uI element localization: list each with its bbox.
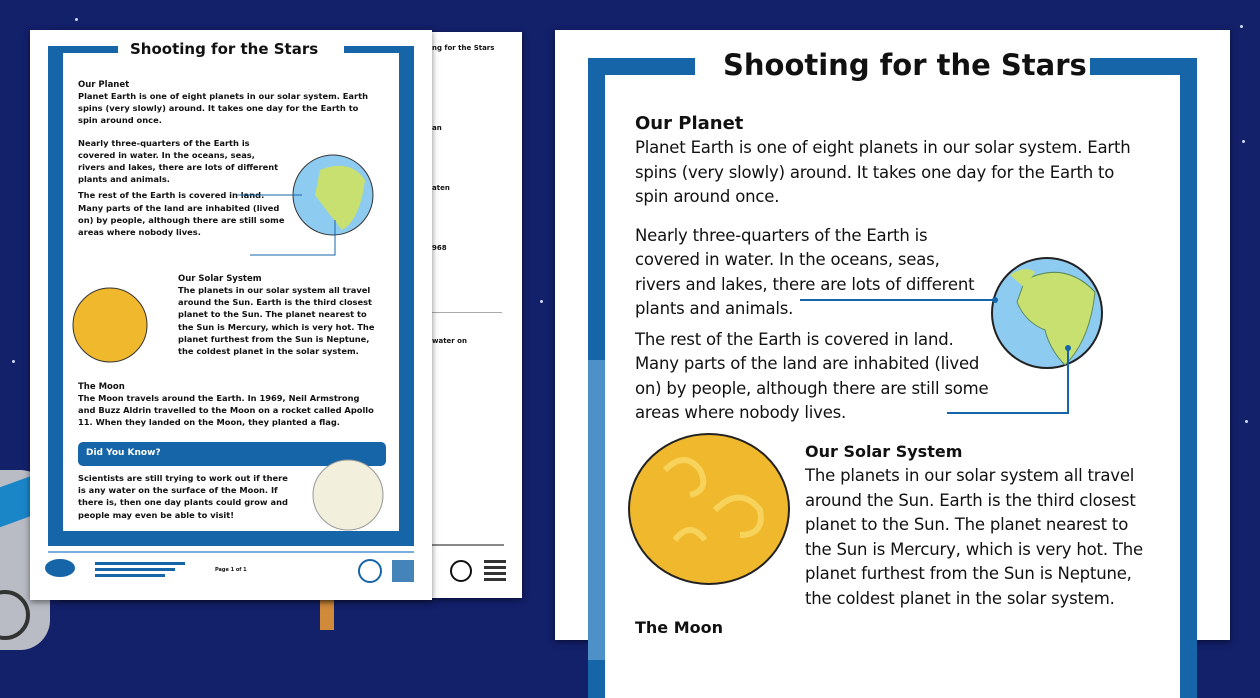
sun-illustration xyxy=(73,288,147,362)
body-line: plants and animals. xyxy=(78,174,170,185)
body-line: planet to the Sun. The planet nearest to xyxy=(178,309,367,320)
page-number: Page 1 of 1 xyxy=(215,567,247,573)
back-page-title: ng for the Stars xyxy=(432,44,495,52)
badge-logo-icon xyxy=(392,560,414,582)
face-logo-icon xyxy=(450,560,472,582)
back-page-text: an xyxy=(432,124,442,132)
earth-illustration xyxy=(293,155,373,235)
illustrations xyxy=(30,30,432,600)
body-line: and Buzz Aldrin travelled to the Moon on a rocket called Apollo xyxy=(78,405,374,416)
pointer-dot xyxy=(1065,345,1071,351)
body-line: is any water on the surface of the Moon. If xyxy=(78,485,278,496)
section-heading: Our Planet xyxy=(635,113,744,134)
body-line: areas where nobody lives. xyxy=(635,403,847,422)
star xyxy=(75,18,78,21)
body-line: plants and animals. xyxy=(635,299,794,318)
front-page-thumbnail xyxy=(30,30,432,600)
section-heading: Our Solar System xyxy=(805,442,963,461)
body-line: Many parts of the land are inhabited (lived xyxy=(635,354,980,373)
body-line: Scientists are still trying to work out if there xyxy=(78,473,288,483)
body-line: Nearly three-quarters of the Earth is xyxy=(78,137,250,148)
body-line: Many parts of the land are inhabited (lived xyxy=(78,202,280,213)
body-line: The planets in our solar system all travel xyxy=(178,285,371,295)
body-line: Planet Earth is one of eight planets in our solar system. Earth xyxy=(78,91,368,101)
page-title: Shooting for the Stars xyxy=(723,48,1087,82)
face-logo-icon xyxy=(359,560,381,582)
worksheet-page-zoom xyxy=(555,30,1230,640)
illustrations xyxy=(555,30,1230,640)
divider xyxy=(432,312,502,313)
body-line: The rest of the Earth is covered in land. xyxy=(635,329,954,349)
body-line: the coldest planet in the solar system. xyxy=(805,588,1115,608)
body-line: covered in water. In the oceans, seas, xyxy=(635,250,940,269)
footer-rule xyxy=(432,544,504,546)
body-line: The rest of the Earth is covered in land. xyxy=(78,190,265,201)
sun-illustration xyxy=(629,434,789,584)
body-line: rivers and lakes, there are lots of different xyxy=(635,274,975,294)
star xyxy=(540,300,543,303)
badge-logo-icon xyxy=(484,560,506,582)
body-line: around the Sun. Earth is the third closest xyxy=(178,297,372,308)
star xyxy=(1242,140,1245,143)
body-line: there is, then one day plants could grow and xyxy=(78,497,288,508)
body-line: spin around once. xyxy=(78,115,162,126)
did-you-know-banner: Did You Know? xyxy=(78,442,386,466)
section-heading: Our Planet xyxy=(78,80,130,90)
back-page-text: water on xyxy=(432,337,467,345)
back-page-text: aten xyxy=(432,184,450,192)
twinkl-logo-icon xyxy=(45,559,75,577)
body-line: 11. When they landed on the Moon, they planted a flag. xyxy=(78,417,340,428)
body-line: rivers and lakes, there are lots of different xyxy=(78,162,279,173)
earth-illustration xyxy=(992,258,1102,368)
rocket-flame xyxy=(320,600,334,630)
body-line: on) by people, although there are still some xyxy=(635,378,989,398)
star xyxy=(12,360,15,363)
body-line: The planets in our solar system all travel xyxy=(805,466,1135,485)
body-line: the coldest planet in the solar system. xyxy=(178,346,359,357)
body-line: on) by people, although there are still some xyxy=(78,214,285,225)
body-line: around the Sun. Earth is the third closest xyxy=(805,490,1136,510)
body-line: Nearly three-quarters of the Earth is xyxy=(635,225,928,245)
section-heading: The Moon xyxy=(635,618,724,637)
body-line: planet furthest from the Sun is Neptune, xyxy=(178,333,370,344)
body-line: Planet Earth is one of eight planets in our solar system. Earth xyxy=(635,138,1131,157)
back-page-text: 968 xyxy=(432,244,447,252)
body-line: spins (very slowly) around. It takes one day for the Earth to xyxy=(78,103,359,114)
body-line: areas where nobody lives. xyxy=(78,227,201,238)
section-heading: The Moon xyxy=(78,382,125,392)
body-line: covered in water. In the oceans, seas, xyxy=(78,149,255,160)
body-line: spin around once. xyxy=(635,187,780,206)
body-line: planet to the Sun. The planet nearest to xyxy=(805,515,1129,534)
body-line: the Sun is Mercury, which is very hot. The xyxy=(805,539,1144,559)
star xyxy=(1245,420,1248,423)
body-line: people may even be able to visit! xyxy=(78,509,234,520)
moon-illustration xyxy=(313,460,383,530)
body-line: The Moon travels around the Earth. In 1969, Neil Armstrong xyxy=(78,393,360,403)
body-line: the Sun is Mercury, which is very hot. The xyxy=(178,321,375,332)
pointer-dot xyxy=(992,297,998,303)
body-line: planet furthest from the Sun is Neptune, xyxy=(805,564,1132,583)
page-title: Shooting for the Stars xyxy=(130,40,319,58)
section-heading: Our Solar System xyxy=(178,274,262,284)
star xyxy=(1240,25,1243,28)
body-line: spins (very slowly) around. It takes one day for the Earth to xyxy=(635,162,1115,182)
